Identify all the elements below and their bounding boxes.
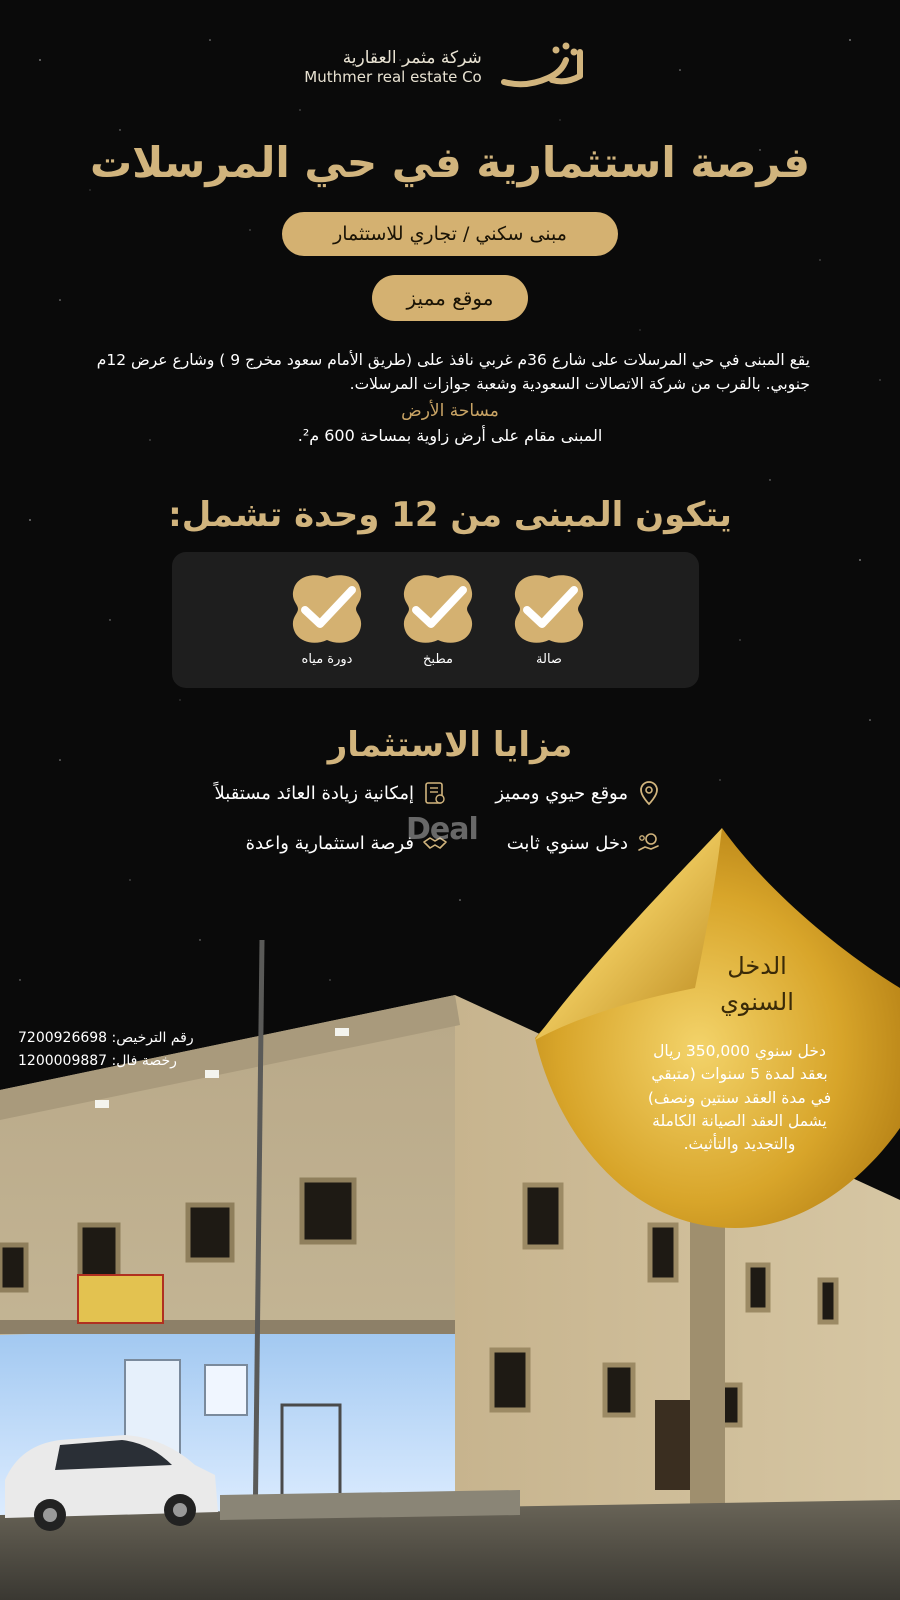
- brand-logo: [0, 38, 900, 96]
- advantage-label: إمكانية زيادة العائد مستقبلاً: [214, 782, 414, 804]
- annual-income-title-line: السنوي: [720, 988, 794, 1016]
- annual-income-line: بعقد لمدة 5 سنوات (متبقي: [651, 1065, 828, 1084]
- advantages-title: مزايا الاستثمار: [327, 725, 573, 765]
- advantage-item-location: [495, 780, 662, 806]
- annual-income-title-line: الدخل: [727, 952, 787, 980]
- annual-income-line: دخل سنوي 350,000 ريال: [653, 1042, 826, 1060]
- checkmark-badge-icon: [290, 572, 364, 646]
- muthmer-calligraphy-logo-icon: [496, 38, 596, 96]
- location-pin-icon: [636, 780, 662, 806]
- location-description: يقع المبنى في حي المرسلات على شارع 36م غربي نافذ على (طريق الأمام سعود مخرج 9 ) وشارع عرض 12م جنوبي. بالقرب من شركة الاتصالات السعودية وشعبة جوازات المرسلات.: [96, 351, 810, 394]
- land-area-text: المبنى مقام على أرض زاوية بمساحة 600 م².: [297, 426, 603, 445]
- units-title: يتكون المبنى من 12 وحدة تشمل:: [168, 495, 732, 535]
- unit-item-bathroom: [277, 572, 377, 667]
- checkmark-badge-icon: [512, 572, 586, 646]
- annual-income-title: [672, 948, 842, 1020]
- unit-label: دورة مياه: [301, 652, 353, 667]
- annual-income-line: في مدة العقد سنتين ونصف): [647, 1088, 832, 1107]
- advantage-item-future-return: [215, 780, 448, 806]
- advantage-label: فرصة استثمارية واعدة: [245, 832, 414, 854]
- annual-income-line: والتجديد والتأثيث.: [683, 1135, 796, 1153]
- advantage-label: دخل سنوي ثابت: [506, 832, 628, 854]
- license-number: رقم الترخيص: 7200926698: [18, 1030, 194, 1046]
- location-pill: موقع مميز: [372, 275, 528, 321]
- fal-license: رخصة فال: 1200009887: [18, 1053, 177, 1069]
- brand-name-english: Muthmer real estate Co: [304, 68, 482, 87]
- unit-label: مطبخ: [423, 652, 453, 667]
- unit-item-hall: [499, 572, 599, 667]
- checkmark-badge-icon: [401, 572, 475, 646]
- unit-label: صالة: [536, 652, 562, 667]
- advantage-label: موقع حيوي ومميز: [495, 782, 628, 804]
- brand-name-arabic: شركة مثمر العقارية: [342, 47, 482, 68]
- land-area-label: مساحة الأرض: [401, 401, 499, 421]
- building-type-pill: مبنى سكني / تجاري للاستثمار: [282, 212, 618, 256]
- unit-item-kitchen: [388, 572, 488, 667]
- document-certificate-icon: [422, 780, 448, 806]
- deal-watermark: Deal: [406, 812, 478, 847]
- annual-income-details: [612, 1040, 867, 1156]
- brand-text: [304, 48, 481, 86]
- annual-income-line: يشمل العقد الصيانة الكاملة: [652, 1111, 827, 1130]
- headline: فرصة استثمارية في حي المرسلات: [89, 138, 811, 187]
